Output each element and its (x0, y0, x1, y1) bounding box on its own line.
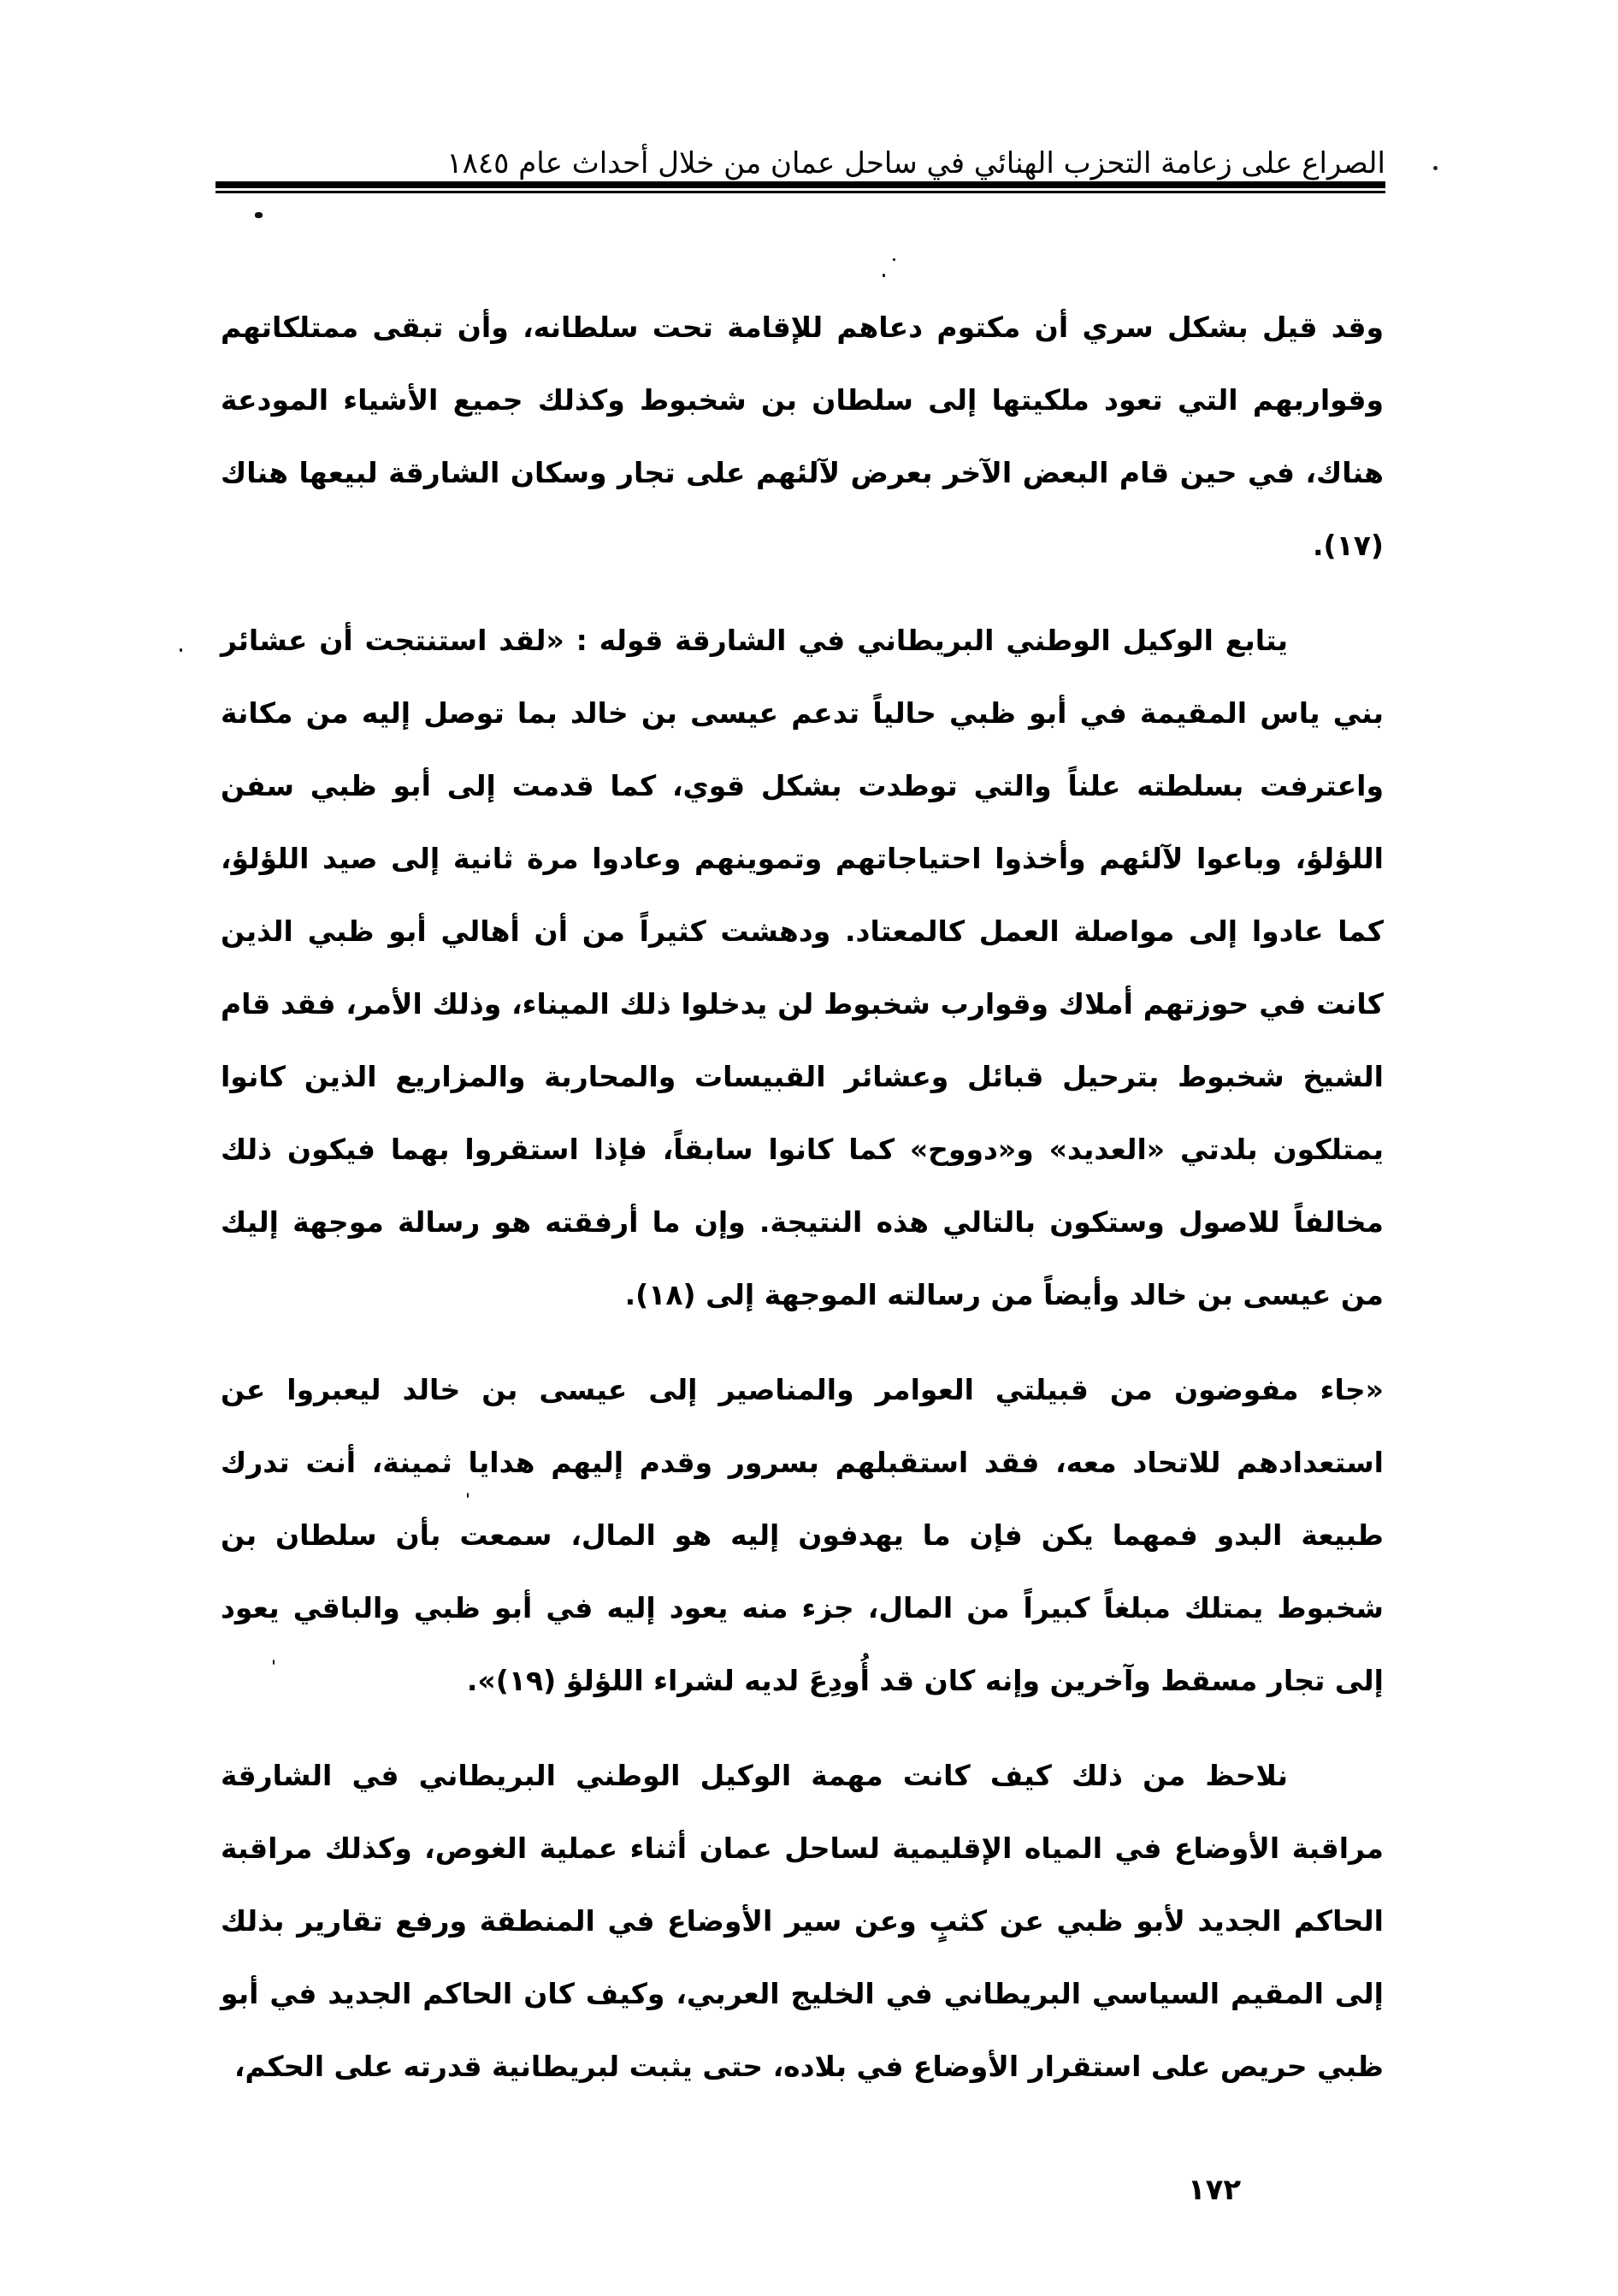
scan-speck (180, 648, 182, 652)
scan-speck (893, 258, 895, 261)
paragraph-4: نلاحظ من ذلك كيف كانت مهمة الوكيل الوطني البريطاني في الشارقة مراقبة الأوضاع في المياه الإقليمية لساحل عمان أثناء عملية الغوص، وكذلك مراقبة الحاكم الجديد لأبو ظبي عن كثبٍ وعن سير الأوضاع في المنطقة ورفع تقارير بذلك إلى المقيم السياسي البريطاني في الخليج العربي، وكيف كان الحاكم الجديد في أبو ظبي حريص على استقرار الأوضاع في بلاده، حتى يثبت لبريطانية قدرته على الحكم، (221, 1759, 1384, 2083)
scan-speck (883, 274, 885, 277)
scan-speck (255, 212, 263, 218)
page-number: ١٧٢ (1187, 2173, 1242, 2207)
running-header-title: الصراع على زعامة التحزب الهنائي في ساحل عمان من خلال أحداث عام ١٨٤٥ (446, 146, 1385, 180)
paragraph-1: وقد قيل بشكل سري أن مكتوم دعاهم للإقامة تحت سلطانه، وأن تبقى ممتلكاتهم وقواربهم التي تعود ملكيتها إلى سلطان بن شخبوط وكذلك جميع الأشياء المودعة هناك، في حين قام البعض الآخر بعرض لآلئهم على تجار وسكان الشارقة لبيعها هناك (١٧). (221, 311, 1384, 562)
body-text (221, 291, 1384, 2125)
header-rule-thin (216, 191, 1385, 193)
paragraph-3-quotation: «جاء مفوضون من قبيلتي العوامر والمناصير إلى عيسى بن خالد ليعبروا عن استعدادهم للاتحاد معه، فقد استقبلهم بسرور وقدم إليهم هدايا ثمينة، أنت تدرك طبيعة البدو فمهما يكن فإن ما يهدفون إليه هو المال، سمعت بأن سلطان بن شخبوط يمتلك مبلغاً كبيراً من المال، جزء منه يعود إليه في أبو ظبي والباقي يعود إلى تجار مسقط وآخرين وإنه كان قد أُودِعَ لديه لشراء اللؤلؤ (١٩)». (221, 1373, 1384, 1697)
header-rule-thick (216, 181, 1385, 188)
paragraph-2: يتابع الوكيل الوطني البريطاني في الشارقة قوله : «لقد استنتجت أن عشائر بني ياس المقيمة في أبو ظبي حالياً تدعم عيسى بن خالد بما توصل إليه من مكانة واعترفت بسلطته علناً والتي توطدت بشكل قوي، كما قدمت إلى أبو ظبي سفن اللؤلؤ، وباعوا لآلئهم وأخذوا احتياجاتهم وتموينهم وعادوا مرة ثانية إلى صيد اللؤلؤ، كما عادوا إلى مواصلة العمل كالمعتاد. ودهشت كثيراً من أن أهالي أبو ظبي الذين كانت في حوزتهم أملاك وقوارب شخبوط لن يدخلوا ذلك الميناء، وذلك الأمر، فقد قام الشيخ شخبوط بترحيل قبائل وعشائر القبيسات والمحاربة والمزاريع الذين كانوا يمتلكون بلدتي «العديد» و«دووح» كما كانوا سابقاً، فإذا استقروا بهما فيكون ذلك مخالفاً للاصول وستكون بالتالي هذه النتيجة. وإن ما أرفقته هو رسالة موجهة إليك من عيسى بن خالد وأيضاً من رسالته الموجهة إلى (١٨). (221, 624, 1384, 1311)
margin-dot (1433, 166, 1438, 170)
